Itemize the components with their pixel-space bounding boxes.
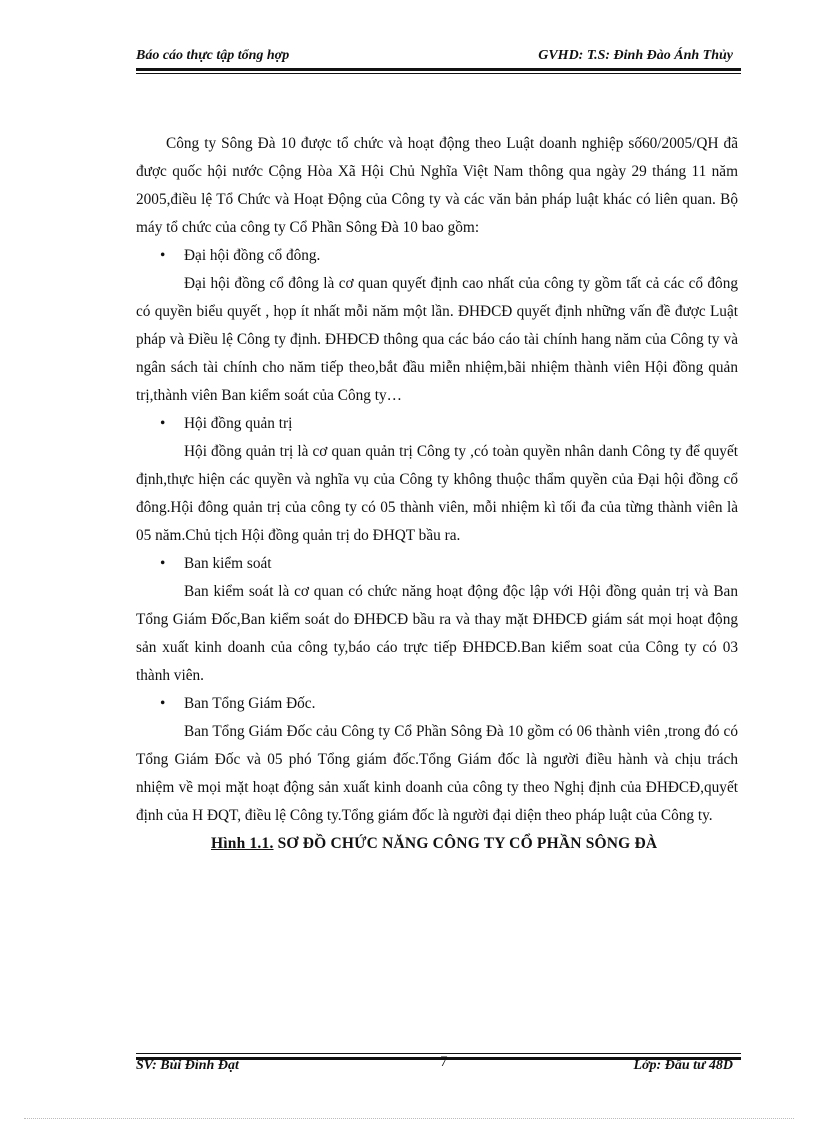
- header-rule-thick: [136, 68, 741, 71]
- section-paragraph: Hội đồng quản trị là cơ quan quản trị Công ty ,có toàn quyền nhân danh Công ty để quyết định,thực hiện các quyền và nghĩa vụ của Công ty không thuộc thẩm quyền của Đại hội đồng cổ đông.Hội đông quản trị của công ty có 05 thành viên, mỗi nhiệm kì tối đa của từng thành viên là 05 năm.Chủ tịch Hội đồng quản trị do ĐHQT bầu ra.: [136, 443, 738, 544]
- header-rule-thin: [136, 73, 741, 74]
- section-title: Ban Tổng Giám Đốc.: [184, 695, 316, 712]
- header-report-title: Báo cáo thực tập tổng hợp: [136, 48, 290, 63]
- footer-student: SV: Bùi Đình Đạt: [136, 1058, 239, 1073]
- figure-caption: [136, 830, 738, 858]
- bullet-icon: •: [160, 247, 166, 264]
- page-body: [136, 130, 738, 858]
- figure-number: Hình 1.1.: [211, 835, 274, 852]
- section-paragraph: Ban Tổng Giám Đốc cảu Công ty Cổ Phần Sông Đà 10 gồm có 06 thành viên ,trong đó có Tổng Giám Đốc và 05 phó Tổng giám đốc.Tổng Giám đốc là người điều hành và chịu trách nhiệm về mọi mặt hoạt động sản xuất kinh doanh của công ty theo Nghị định của ĐHĐCĐ,quyết định của H ĐQT, điều lệ Công ty.Tổng giám đốc là người đại diện theo pháp luật của Công ty.: [136, 723, 738, 824]
- section-heading: [136, 410, 738, 438]
- footer-rule-thin: [136, 1053, 741, 1054]
- header-supervisor: GVHD: T.S: Đinh Đào Ánh Thủy: [538, 48, 733, 63]
- section-heading: [136, 242, 738, 270]
- section-paragraph: Ban kiểm soát là cơ quan có chức năng hoạt động độc lập với Hội đồng quản trị và Ban Tổng Giám Đốc,Ban kiểm soát do ĐHĐCĐ bầu ra và thay mặt ĐHĐCĐ giám sát mọi hoạt động sản xuất kinh doanh của công ty,báo cáo trực tiếp ĐHĐCĐ.Ban kiểm soat của Công ty có 03 thành viên.: [136, 583, 738, 684]
- page-header: [136, 48, 741, 68]
- section-heading: [136, 690, 738, 718]
- page-number: 7: [440, 1054, 448, 1070]
- section-title: Hội đồng quản trị: [184, 415, 293, 432]
- bullet-icon: •: [160, 555, 166, 572]
- section-title: Đại hội đồng cổ đông.: [184, 247, 321, 264]
- section-heading: [136, 550, 738, 578]
- section-paragraph: Đại hội đồng cổ đông là cơ quan quyết định cao nhất của công ty gồm tất cả các cổ đông có quyền biểu quyết , họp ít nhất mỗi năm một lần. ĐHĐCĐ quyết định những vấn đề được Luật pháp và Điều lệ Công ty định. ĐHĐCĐ thông qua các báo cáo tài chính hang năm của Công ty và ngân sách tài chính cho năm tiếp theo,bắt đầu miễn nhiệm,bãi nhiệm thành viên Hội đồng quản trị,thành viên Ban kiểm soát của Công ty…: [136, 275, 738, 404]
- figure-title: SƠ ĐỒ CHỨC NĂNG CÔNG TY CỔ PHẦN SÔNG ĐÀ: [273, 835, 658, 852]
- page-footer: [136, 1054, 741, 1078]
- bullet-icon: •: [160, 695, 166, 712]
- section-title: Ban kiểm soát: [184, 555, 272, 572]
- bullet-icon: •: [160, 415, 166, 432]
- footer-class: Lớp: Đầu tư 48D: [633, 1058, 733, 1073]
- intro-paragraph: Công ty Sông Đà 10 được tổ chức và hoạt động theo Luật doanh nghiệp số60/2005/QH đã được quốc hội nước Cộng Hòa Xã Hội Chủ Nghĩa Việt Nam thông qua ngày 29 tháng 11 năm 2005,điều lệ Tổ Chức và Hoạt Động của Công ty và các văn bản pháp luật khác có liên quan. Bộ máy tổ chức của công ty Cổ Phần Sông Đà 10 bao gồm:: [136, 135, 738, 236]
- page-edge-divider: [24, 1118, 794, 1119]
